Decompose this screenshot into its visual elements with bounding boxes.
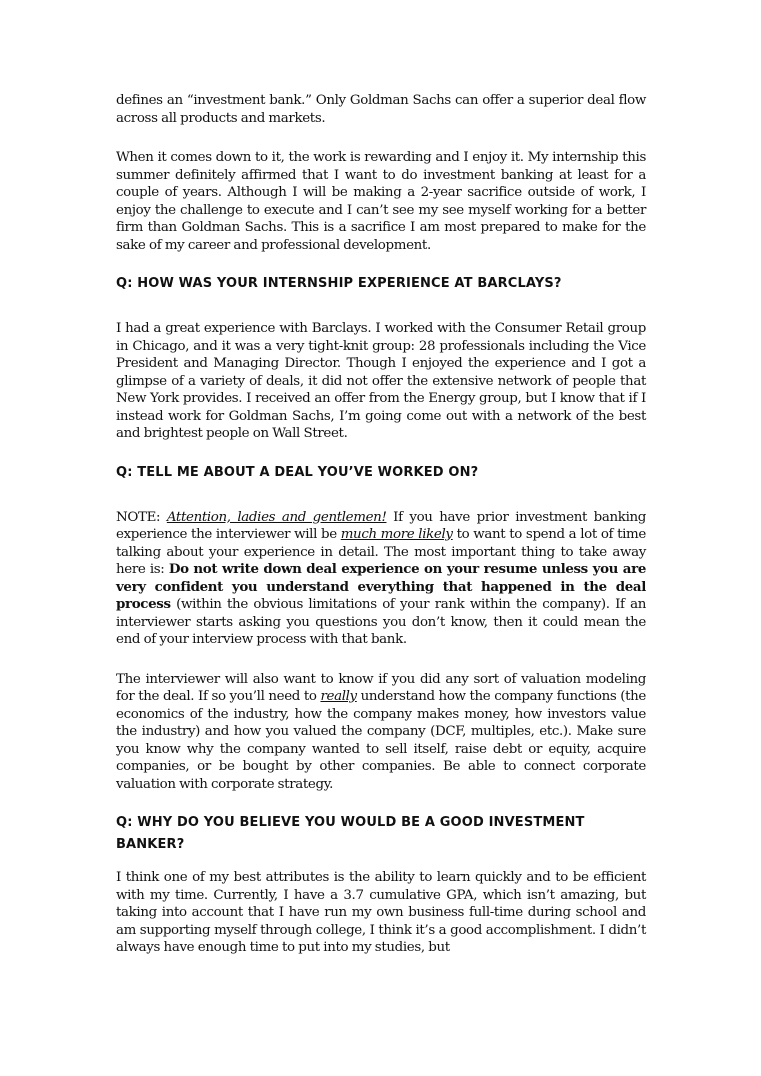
paragraph-valuation-modeling: [116, 671, 646, 794]
document-page: [116, 92, 646, 957]
paragraph-work-rewarding: When it comes down to it, the work is rewarding and I enjoy it. My internship this summer definitely affirmed that I want to do investment banking at least for a couple of years. Although I will be making a 2-year sacrifice outside of work, I enjoy the challenge to execute and I can’t see my see myself working for a better firm than Goldman Sachs. This is a sacrifice I am most prepared to make for the sake of my career and professional development.: [116, 150, 646, 253]
emphasis-much-more-likely: much more likely: [340, 527, 453, 542]
valuation-text-2: understand how the company functions (the economics of the industry, how the company makes money, how investors value the industry) and how you valued the company (DCF, multiples, etc.). Make sure you know why the company wanted to sell itself, raise debt or equity, acquire companies, or be bought by other companies. Be able to connect corporate valuation with corporate strategy.: [116, 689, 646, 792]
paragraph-note-deal-experience: [116, 509, 646, 649]
emphasis-really: really: [320, 689, 357, 704]
valuation-text-1: The interviewer will also want to know if you did any sort of valuation modeling for the deal. If so you’ll need to: [116, 671, 646, 704]
note-label: NOTE:: [116, 509, 167, 525]
note-text-3: (within the obvious limitations of your rank within the company). If an interviewer starts asking you questions you don’t know, then it could mean the end of your interview process with that bank.: [116, 597, 646, 647]
paragraph-attributes: I think one of my best attributes is the ability to learn quickly and to be efficient with my time. Currently, I have a 3.7 cumulative GPA, which isn’t amazing, but taking into account that I have run my own business full-time during school and am supporting myself through college, I think it’s a good accomplishment. I didn’t always have enough time to put into my studies, but: [116, 870, 646, 955]
paragraph-barclays-experience: I had a great experience with Barclays. I worked with the Consumer Retail group in Chicago, and it was a very tight-knit group: 28 professionals including the Vice President and Managing Director. Though I enjoyed the experience and I got a glimpse of a variety of deals, it did not offer the extensive network of people that New York provides. I received an offer from the Energy group, but I know that if I instead work for Goldman Sachs, I’m going come out with a network of the best and brightest people on Wall Street.: [116, 321, 646, 441]
question-heading-deal: Q: TELL ME ABOUT A DEAL YOU’VE WORKED ON?: [116, 464, 479, 480]
question-heading-good-banker: Q: WHY DO YOU BELIEVE YOU WOULD BE A GOOD INVESTMENT BANKER?: [116, 815, 585, 852]
paragraph-goldman-deal-flow: defines an “investment bank.” Only Goldman Sachs can offer a superior deal flow across all products and markets.: [116, 93, 646, 126]
note-text-2: to want to spend a lot of time talking about your experience in detail. The most important thing to take away here is:: [116, 527, 646, 577]
note-text-1: If you have prior investment banking experience the interviewer will be: [116, 509, 647, 542]
emphasis-attention: Attention, ladies and gentlemen!: [166, 509, 387, 525]
question-heading-barclays: Q: HOW WAS YOUR INTERNSHIP EXPERIENCE AT BARCLAYS?: [116, 276, 562, 291]
bold-warning: Do not write down deal experience on your resume unless you are very confident you understand everything that happened in the deal process: [116, 561, 646, 612]
